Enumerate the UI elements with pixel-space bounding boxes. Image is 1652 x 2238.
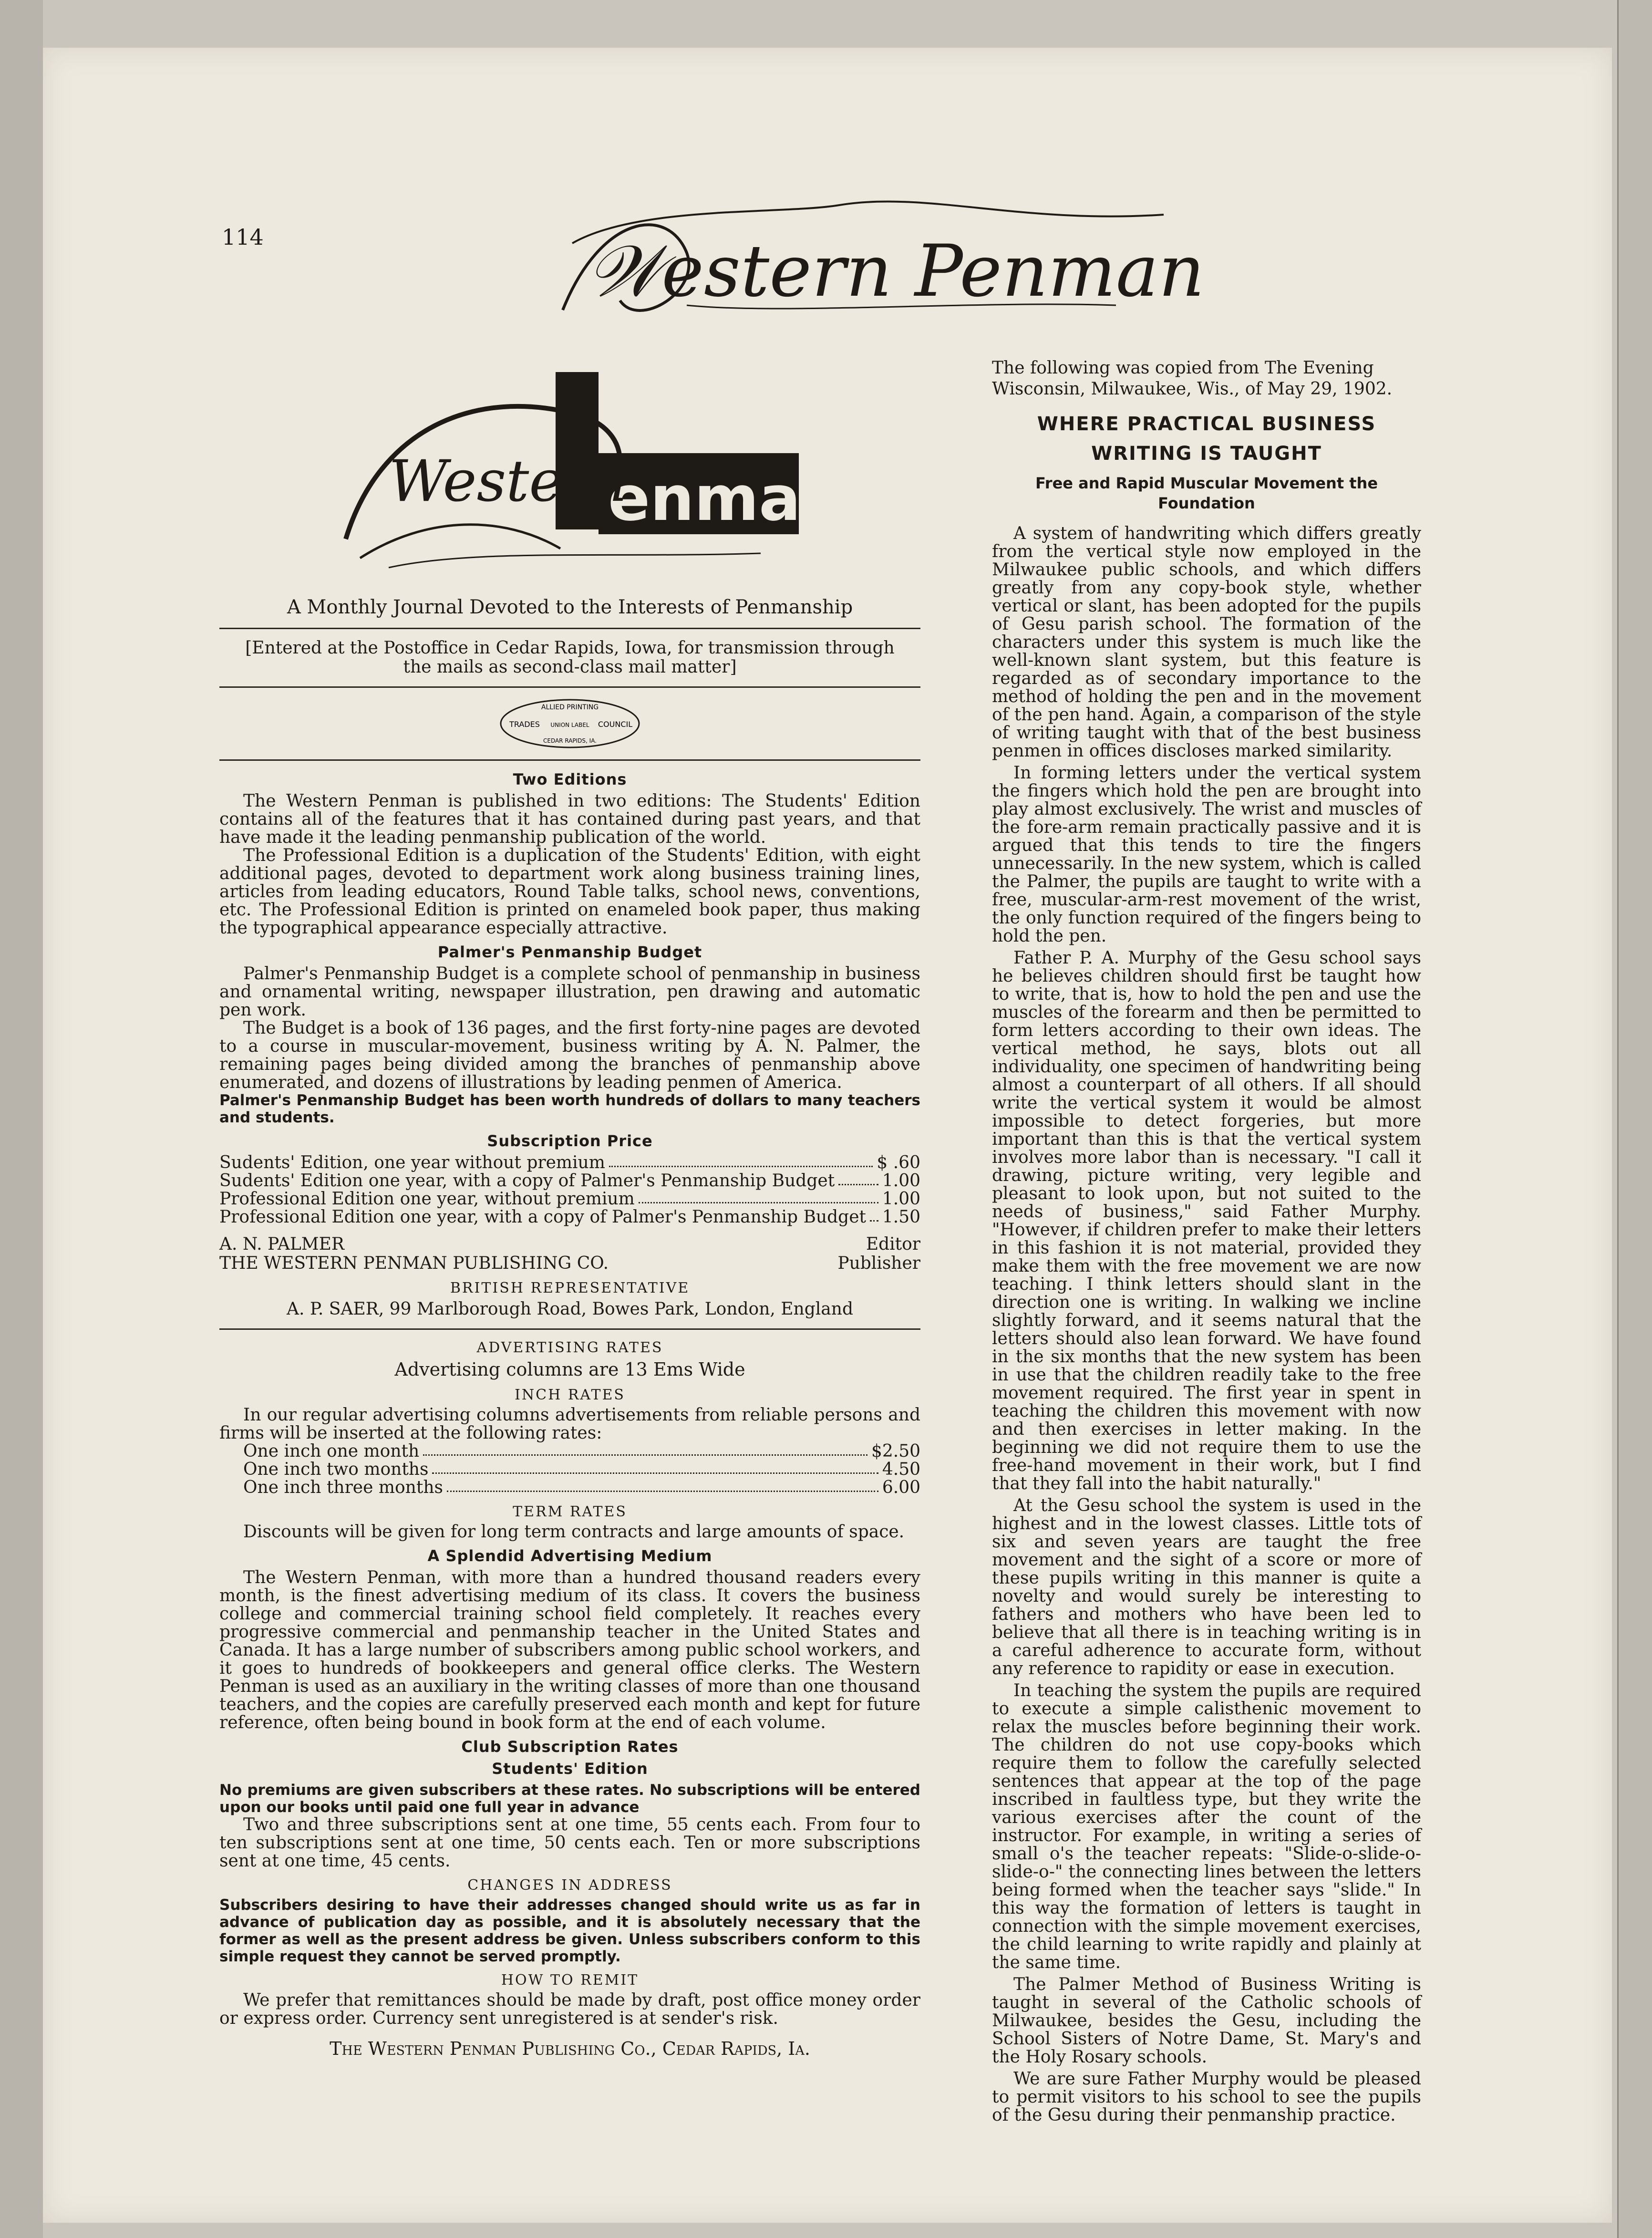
masthead-script-title xyxy=(544,186,1205,343)
club-note: No premiums are given subscribers at these rates. No subscriptions will be entered upon our books until paid one full year in advance xyxy=(219,1782,920,1816)
british-address: A. P. SAER, 99 Marlborough Road, Bowes Park, London, England xyxy=(287,1299,853,1319)
masthead-flourish-logo xyxy=(544,186,1205,343)
article-subhead: Free and Rapid Muscular Movement the Foundation xyxy=(1035,474,1378,512)
rate-row xyxy=(243,1442,920,1461)
editions-paragraph: The Professional Edition is a duplication of the Students' Edition, with eight additional pages, devoted to department work along business training lines, articles from leading educators, Round Table talks, school news, conventions, etc. The Professional Edition is printed on enameled book paper, thus making the typographical appearance especially attractive. xyxy=(219,846,920,938)
medium-paragraph: The Western Penman, with more than a hundred thousand readers every month, is the finest advertising medium of its class. It covers the business college and commercial training school field completely. It reaches every progressive commercial and penmanship teacher in the United States and Canada. It has a large number of subscribers among public school workers, and it goes to hundreds of bookkeepers and general office clerks. The Western Penman is used as an auxiliary in the writing classes of more than one thousand teachers, and the copies are carefully preserved each month and kept for future reference, often being bound in book form at the end of each volume. xyxy=(219,1568,920,1732)
price-row xyxy=(219,1208,920,1226)
price-label: Sudents' Edition one year, with a copy of Palmer's Penmanship Budget xyxy=(219,1171,835,1191)
inch-rates-heading: INCH RATES xyxy=(515,1387,625,1403)
price-label: Professional Edition one year, without premium xyxy=(219,1189,635,1209)
rate-value: 6.00 xyxy=(882,1478,920,1497)
rate-label: One inch two months xyxy=(243,1460,429,1479)
postoffice-notice: [Entered at the Postoffice in Cedar Rapids, Iowa, for transmission through the mails as second-class mail matter] xyxy=(245,638,895,677)
leader-dots xyxy=(838,1184,878,1185)
editor-name: A. N. PALMER xyxy=(219,1234,345,1254)
ad-rates-heading: ADVERTISING RATES xyxy=(476,1339,663,1356)
article-paragraph: Father P. A. Murphy of the Gesu school says he believes children should first be taught how to write, that is, how to hold the pen and use the muscles of the forearm and then be permitted to form letters according to their own ideas. The vertical method, he says, blots out all individuality, one specimen of handwriting being almost a counterpart of all others. If all should write the vertical system it would be almost impossible to detect forgeries, but more important than this is that the vertical system involves more labor than is necessary. "I call it drawing, picture writing, very legible and pleasant to look upon, but not suited to the needs of business," said Father Murphy. "However, if children prefer to make their letters in this fashion it is not material, provided they make them with the free movement we are now teaching. I think letters should slant in the direction one is writing. In walking we incline slightly forward, and it seems natural that the letters should also lean forward. We have found in the six months that the new system has been in use that the children readily take to the free movement required. The first year in spent in teaching the children this movement with now and then exercises in letter making. In the beginning we did not require them to use the free-hand movement in their work, but I find that they fall into the habit naturally." xyxy=(992,948,1421,1493)
club-paragraph: Two and three subscriptions sent at one time, 55 cents each. From four to ten subscriptions sent at one time, 50 cents each. Ten or more subscriptions sent at one time, 45 cents. xyxy=(219,1815,920,1871)
budget-paragraph: The Budget is a book of 136 pages, and the first forty-nine pages are devoted to a course in muscular-movement, business writing by A. N. Palmer, the remaining pages being divided among the branches of penmanship above enumerated, and dozens of illustrations by leading penmen of America. xyxy=(219,1018,920,1092)
western-penman-ornamental-logo xyxy=(331,358,845,582)
journal-tagline: A Monthly Journal Devoted to the Interests of Penmanship xyxy=(287,596,853,618)
editions-paragraph: The Western Penman is published in two editions: The Students' Edition contains all of the features that it has contained during past years, and that have made it the leading penmanship publication of the world. xyxy=(219,791,920,847)
divider xyxy=(219,628,920,629)
british-heading: BRITISH REPRESENTATIVE xyxy=(450,1280,690,1296)
article-paragraph: In forming letters under the vertical system the fingers which hold the pen are brought into play almost exclusively. The wrist and muscles of the fore-arm remain practically passive and it is argued that this tends to tire the fingers unnecessarily. In the new system, which is called the Palmer, the pupils are taught to write with a free, muscular-arm-rest movement of the wrist, the only function required of the fingers being to hold the pen. xyxy=(992,763,1421,946)
budget-paragraph: Palmer's Penmanship Budget is a complete school of penmanship in business and ornamental writing, newspaper illustration, pen drawing and automatic pen work. xyxy=(219,964,920,1020)
scan-edge-left xyxy=(0,0,43,2238)
price-row xyxy=(219,1190,920,1208)
leader-dots xyxy=(432,1472,878,1474)
scan-edge-right xyxy=(1617,0,1652,2238)
leader-dots xyxy=(447,1491,878,1492)
inch-rates-list xyxy=(219,1442,920,1497)
inch-rates-intro: In our regular advertising columns advertisements from reliable persons and firms will be inserted at the following rates: xyxy=(219,1405,920,1443)
masthead-text: 𝒲estern Penman xyxy=(587,230,1205,313)
divider xyxy=(219,759,920,761)
publisher-name: THE WESTERN PENMAN PUBLISHING CO. xyxy=(219,1254,609,1273)
divider xyxy=(219,686,920,688)
divider xyxy=(219,1328,920,1330)
article-intro: The following was copied from The Evening Wisconsin, Milwaukee, Wis., of May 29, 1902. xyxy=(992,358,1393,399)
editor-role: Editor xyxy=(866,1234,920,1254)
changes-paragraph: Subscribers desiring to have their addresses changed should write us as far in advance of publication day as possible, and it is absolutely necessary that the former as well as the present address be given. Unless subscribers conform to this simple request they cannot be served promptly. xyxy=(219,1896,920,1965)
price-row xyxy=(219,1172,920,1190)
budget-note: Palmer's Penmanship Budget has been worth hundreds of dollars to many teachers and students. xyxy=(219,1092,920,1126)
editor-line xyxy=(219,1235,920,1254)
leader-dots xyxy=(870,1220,878,1222)
right-column xyxy=(992,358,1421,2128)
union-label-left: TRADES xyxy=(509,720,540,729)
union-label-emblem xyxy=(498,697,641,750)
article-paragraph: At the Gesu school the system is used in the highest and in the lowest classes. Little tots of six and seven years are taught the free movement and the sight of a score or more of these pupils writing in this manner is quite a novelty and would surely be interesting to fathers and mothers who have been led to believe that all there is in teaching writing is in a careful adherence to accurate form, without any reference to rapidity or ease in execution. xyxy=(992,1496,1421,1678)
remit-paragraph: We prefer that remittances should be made by draft, post office money order or express order. Currency sent unregistered is at sender's risk. xyxy=(219,1990,920,2028)
leader-dots xyxy=(639,1202,878,1203)
changes-heading: CHANGES IN ADDRESS xyxy=(467,1877,672,1894)
medium-heading: A Splendid Advertising Medium xyxy=(427,1547,712,1565)
logo-western-script: Western xyxy=(389,448,628,515)
rate-label: One inch three months xyxy=(243,1478,443,1497)
price-value: 1.00 xyxy=(882,1171,920,1191)
club-heading: Club Subscription Rates xyxy=(461,1738,679,1756)
term-rates-heading: TERM RATES xyxy=(513,1503,627,1520)
subscription-heading: Subscription Price xyxy=(487,1132,653,1150)
rate-row xyxy=(243,1461,920,1479)
article-paragraph: The Palmer Method of Business Writing is taught in several of the Catholic schools of Milwaukee, besides the Gesu, including the School Sisters of Notre Dame, St. Mary's and the Holy Rosary schools. xyxy=(992,1975,1421,2067)
union-label-bottom: CEDAR RAPIDS, IA. xyxy=(543,737,597,744)
leader-dots xyxy=(609,1166,873,1167)
price-label: Professional Edition one year, with a copy of Palmer's Penmanship Budget xyxy=(219,1207,866,1227)
rate-value: $2.50 xyxy=(871,1441,920,1461)
article-paragraph: In teaching the system the pupils are required to execute a simple calisthenic movement to relax the muscles before beginning their work. The children do not use copy-books which require them to follow the carefully selected sentences that appear at the top of the page inscribed in faultless type, but they write the various exercises after the count of the instructor. For example, in writing a series of small o's the teacher repeats: "Slide-o-slide-o-slide-o-" the connecting lines between the letters being formed when the teacher says "slide." In this way the formation of letters is taught in connection with the simple movement exercises, the child learning to write rapidly and plainly at the same time. xyxy=(992,1681,1421,1972)
leader-dots xyxy=(423,1454,867,1456)
journal-page xyxy=(43,48,1612,2223)
editions-heading: Two Editions xyxy=(513,770,627,788)
page-number: 114 xyxy=(222,224,264,250)
union-label-right: COUNCIL xyxy=(598,720,633,729)
price-value: 1.00 xyxy=(882,1189,920,1209)
price-label: Sudents' Edition, one year without premium xyxy=(219,1153,605,1172)
price-row xyxy=(219,1154,920,1172)
rate-row xyxy=(243,1479,920,1497)
term-rates-text: Discounts will be given for long term contracts and large amounts of space. xyxy=(243,1522,905,1542)
budget-heading: Palmer's Penmanship Budget xyxy=(437,943,702,961)
union-label-top: ALLIED PRINTING xyxy=(541,704,599,711)
ad-columns-note: Advertising columns are 13 Ems Wide xyxy=(394,1359,745,1380)
club-subheading: Students' Edition xyxy=(492,1760,648,1778)
left-column xyxy=(219,358,920,2059)
union-label-middle: UNION LABEL xyxy=(550,722,589,728)
rate-value: 4.50 xyxy=(882,1460,920,1479)
rate-label: One inch one month xyxy=(243,1441,420,1461)
article-paragraph: We are sure Father Murphy would be pleased to permit visitors to his school to see the pupils of the Gesu during their penmanship practice. xyxy=(992,2069,1421,2125)
logo-penman-letters: enman xyxy=(608,462,845,535)
price-value: $ .60 xyxy=(877,1153,920,1172)
publisher-footer: The Western Penman Publishing Co., Cedar Rapids, Ia. xyxy=(330,2038,810,2059)
price-value: 1.50 xyxy=(882,1207,920,1227)
article-paragraph: A system of handwriting which differs greatly from the vertical style now employed in the Milwaukee public schools, and which differs greatly from any copy-book style, whether vertical or slant, has been adopted for the pupils of Gesu parish school. The formation of the characters under this system is much like the well-known slant system, but this feature is regarded as of secondary importance to the method of holding the pen and in the movement of the pen hand. Again, a comparison of the style of writing taught with that of the best business penmen in offices discloses marked similarity. xyxy=(992,524,1421,761)
publisher-line xyxy=(219,1254,920,1273)
article-headline: WHERE PRACTICAL BUSINESS WRITING IS TAUGHT xyxy=(1037,413,1376,465)
publisher-role: Publisher xyxy=(837,1254,920,1273)
remit-heading: HOW TO REMIT xyxy=(501,1972,639,1989)
